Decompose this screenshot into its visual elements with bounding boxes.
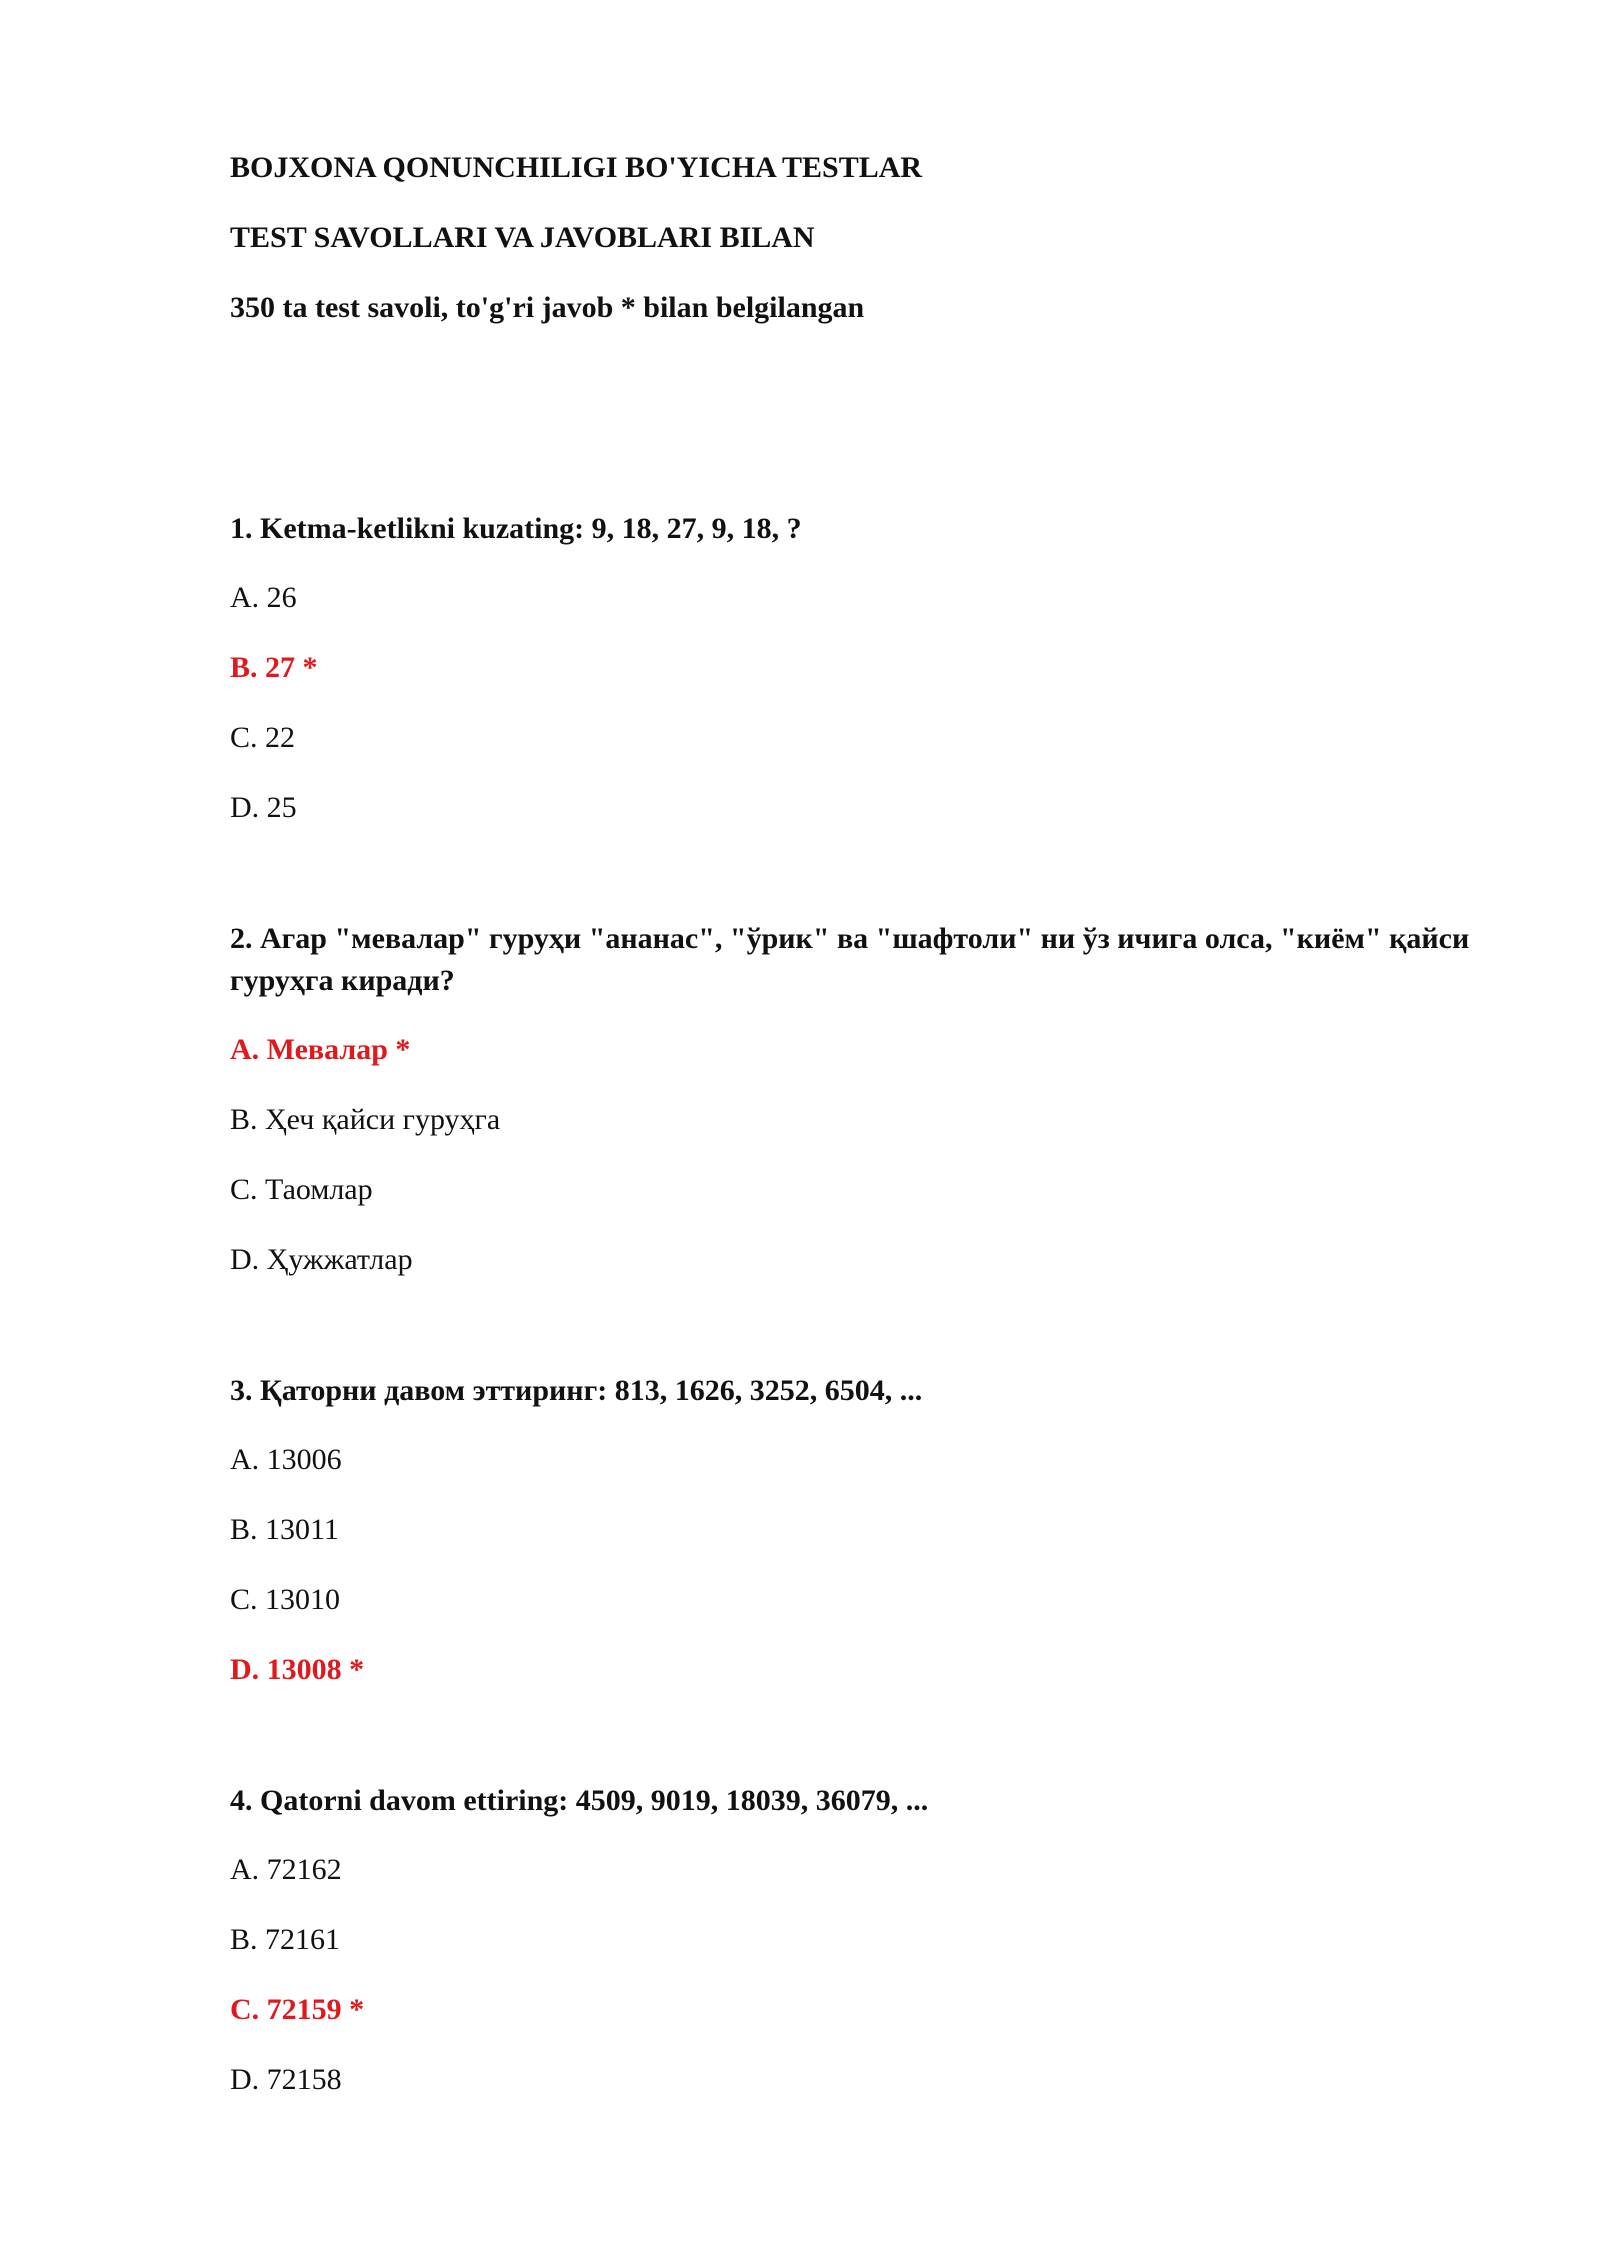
header-spacer xyxy=(230,358,1530,508)
option-d: D. Ҳужжатлар xyxy=(230,1243,413,1276)
question-text: 4. Qatorni davom ettiring: 4509, 9019, 18039, 36079, ... xyxy=(230,1784,929,1817)
option-a-correct: A. Мевалар * xyxy=(230,1033,411,1066)
option-b: B. 72161 xyxy=(230,1923,341,1956)
question-text: 2. Агар "мевалар" гуруҳи "ананас", "ўрик" ва "шафтоли" ни ўз ичига олса, "киём" қайси гуруҳга киради? xyxy=(230,922,1470,997)
question-3 xyxy=(230,1370,1530,1690)
option-b: B. 13011 xyxy=(230,1513,339,1546)
question-1 xyxy=(230,508,1530,828)
option-d: D. 25 xyxy=(230,791,297,824)
question-gap xyxy=(230,1310,1530,1370)
question-4 xyxy=(230,1780,1530,2100)
option-a: A. 72162 xyxy=(230,1853,342,1886)
option-d: D. 72158 xyxy=(230,2063,342,2096)
option-c: C. Таомлар xyxy=(230,1173,373,1206)
document-subtitle: TEST SAVOLLARI VA JAVOBLARI BILAN xyxy=(230,221,815,254)
document-page xyxy=(230,148,1530,2130)
document-title: BOJXONA QONUNCHILIGI BO'YICHA TESTLAR xyxy=(230,151,923,184)
option-d-correct: D. 13008 * xyxy=(230,1653,365,1686)
option-b: B. Ҳеч қайси гуруҳга xyxy=(230,1103,501,1136)
document-note: 350 ta test savoli, to'g'ri javob * bilan belgilangan xyxy=(230,291,865,324)
question-text: 1. Ketma-ketlikni kuzating: 9, 18, 27, 9, 18, ? xyxy=(230,512,802,545)
option-a: A. 13006 xyxy=(230,1443,342,1476)
question-text: 3. Қаторни давом эттиринг: 813, 1626, 3252, 6504, ... xyxy=(230,1374,923,1407)
option-a: A. 26 xyxy=(230,581,297,614)
question-gap xyxy=(230,1720,1530,1780)
question-2 xyxy=(230,918,1530,1280)
option-b-correct: B. 27 * xyxy=(230,651,318,684)
option-c: C. 22 xyxy=(230,721,296,754)
question-gap xyxy=(230,858,1530,918)
option-c-correct: C. 72159 * xyxy=(230,1993,365,2026)
option-c: C. 13010 xyxy=(230,1583,341,1616)
